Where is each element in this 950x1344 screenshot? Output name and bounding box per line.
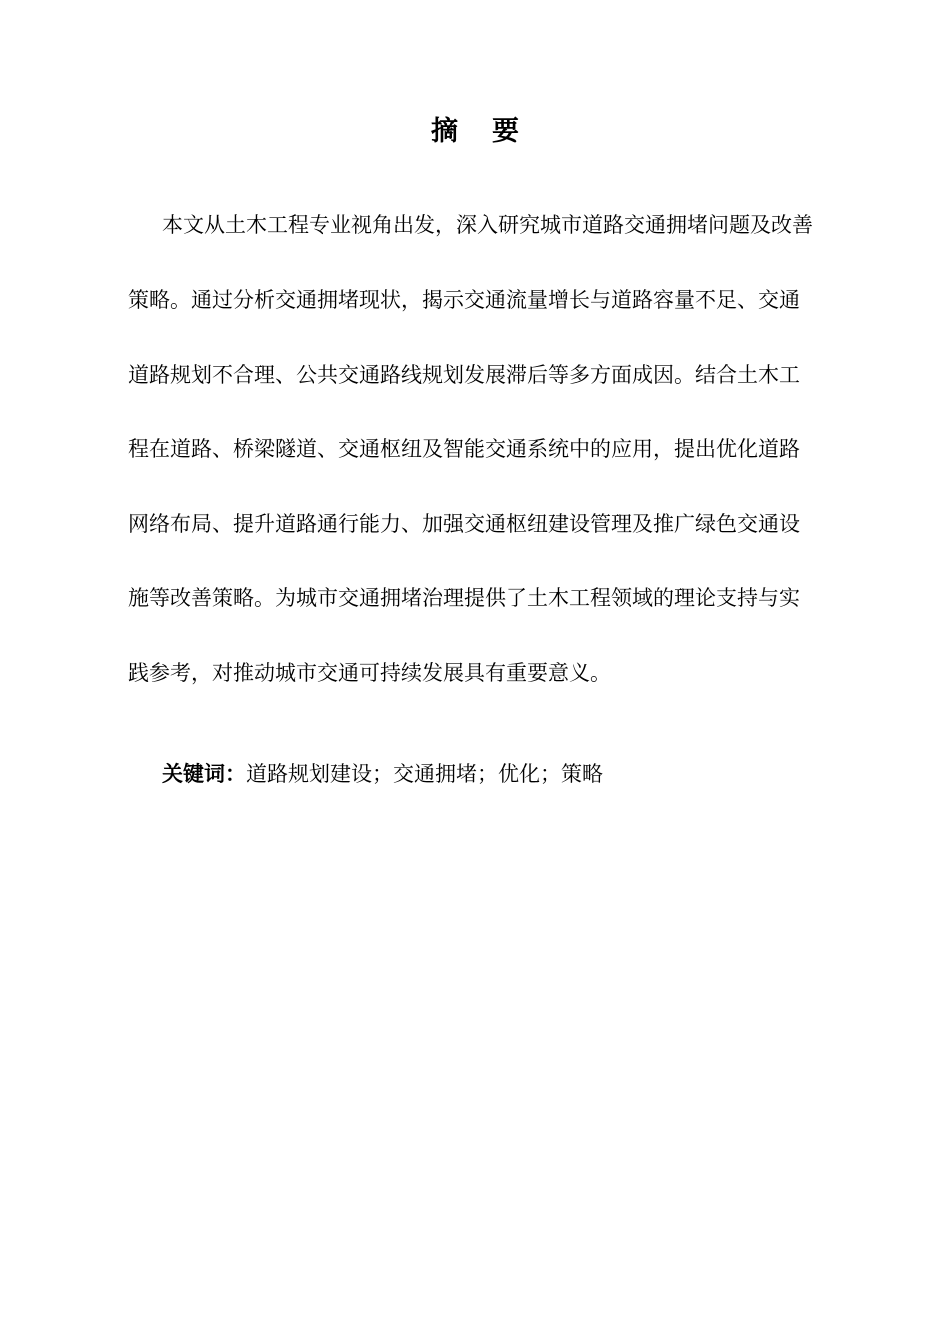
abstract-line-2: 策略。通过分析交通拥堵现状，揭示交通流量增长与道路容量不足、交通 (128, 288, 800, 312)
keywords-value: 道路规划建设；交通拥堵；优化；策略 (246, 762, 603, 786)
keywords-line (162, 759, 603, 789)
abstract-title: 摘要 (431, 116, 553, 147)
abstract-line-4: 程在道路、桥梁隧道、交通枢纽及智能交通系统中的应用，提出优化道路 (128, 437, 800, 461)
abstract-line-3: 道路规划不合理、公共交通路线规划发展滞后等多方面成因。结合土木工 (128, 363, 800, 387)
abstract-line-6: 施等改善策略。为城市交通拥堵治理提供了土木工程领域的理论支持与实 (128, 586, 800, 610)
abstract-line-1: 本文从土木工程专业视角出发，深入研究城市道路交通拥堵问题及改善 (162, 213, 813, 237)
abstract-line-5: 网络布局、提升道路通行能力、加强交通枢纽建设管理及推广绿色交通设 (128, 512, 800, 536)
abstract-line-7: 践参考，对推动城市交通可持续发展具有重要意义。 (128, 661, 611, 685)
keywords-label: 关键词： (162, 762, 246, 786)
